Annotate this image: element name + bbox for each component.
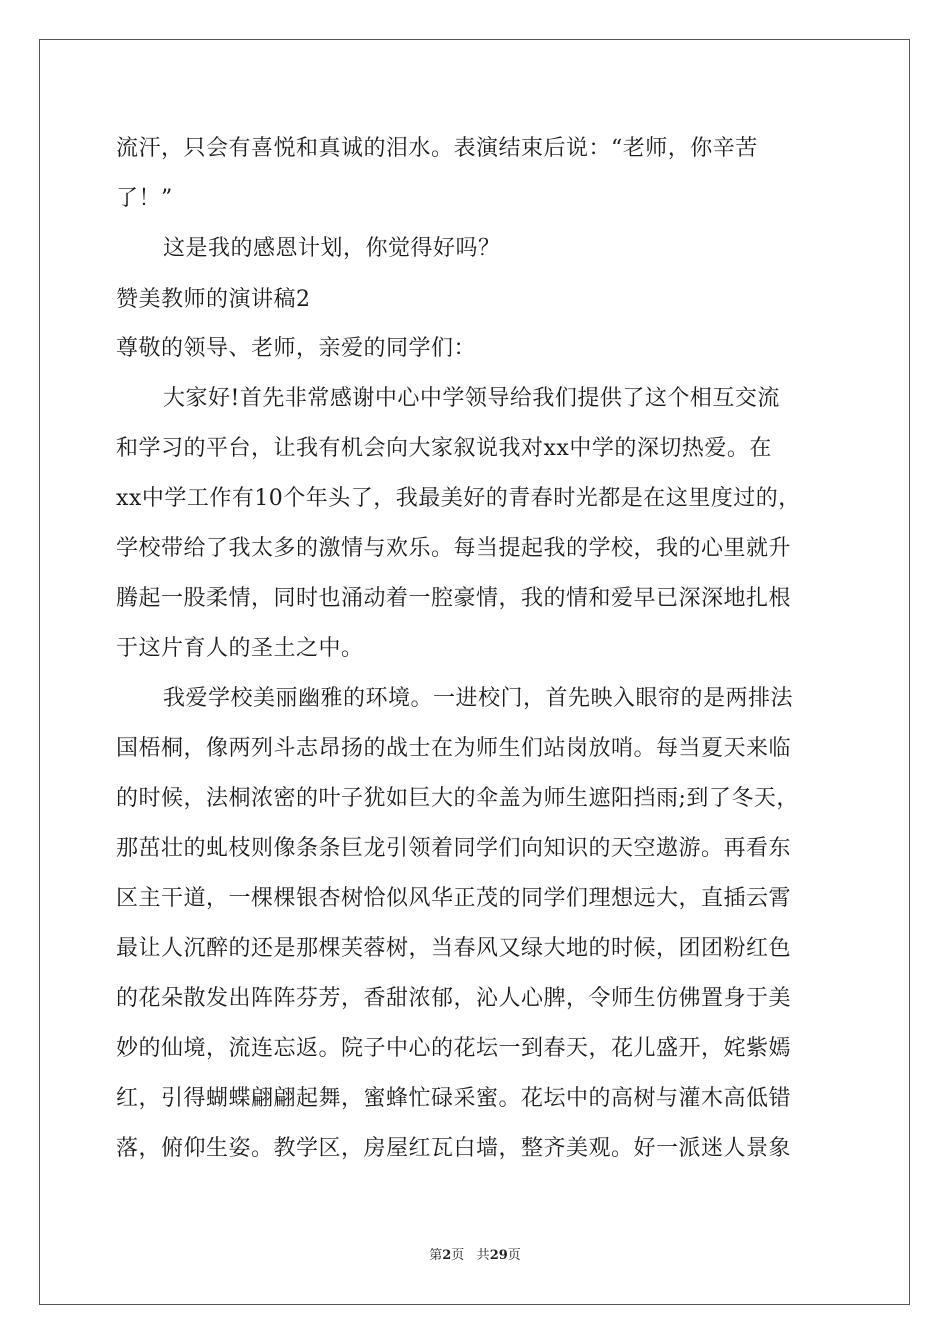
body-line: 落，俯仰生姿。教学区，房屋红瓦白墙，整齐美观。好一派迷人景象 — [116, 1136, 792, 1161]
footer-page-number: 2 — [442, 1248, 452, 1263]
body-line: 流汗，只会有喜悦和真诚的泪水。表演结束后说：“老师，你辛苦 — [116, 136, 758, 161]
footer-prefix: 第 — [429, 1248, 443, 1263]
body-line: 的花朵散发出阵阵芬芳，香甜浓郁，沁人心脾，令师生仿佛置身于美 — [116, 986, 792, 1011]
body-line: 红，引得蝴蝶翩翩起舞，蜜蜂忙碌采蜜。花坛中的高树与灌木高低错 — [116, 1086, 792, 1111]
body-paragraph-start: 大家好!首先非常感谢中心中学领导给我们提供了这个相互交流 — [163, 386, 780, 411]
body-line: 腾起一股柔情，同时也涌动着一腔豪情，我的情和爱早已深深地扎根 — [116, 586, 792, 611]
body-line: 了！” — [116, 186, 173, 211]
body-line: 最让人沉醉的还是那棵芙蓉树，当春风又绿大地的时候，团团粉红色 — [116, 936, 792, 961]
body-line: 的时候，法桐浓密的叶子犹如巨大的伞盖为师生遮阳挡雨;到了冬天， — [116, 786, 799, 811]
body-line: 和学习的平台，让我有机会向大家叙说我对xx中学的深切热爱。在 — [116, 436, 772, 461]
footer-total-pages: 29 — [489, 1248, 508, 1263]
body-line: 区主干道，一棵棵银杏树恰似风华正茂的同学们理想远大，直插云霄 — [116, 886, 792, 911]
page-footer — [0, 1247, 950, 1265]
body-line: 妙的仙境，流连忘返。院子中心的花坛一到春天，花儿盛开，姹紫嫣 — [116, 1036, 792, 1061]
body-line: 于这片育人的圣土之中。 — [116, 636, 364, 661]
section-title: 赞美教师的演讲稿2 — [116, 287, 311, 312]
body-paragraph-start: 我爱学校美丽幽雅的环境。一进校门，首先映入眼帘的是两排法 — [163, 686, 794, 711]
page-border — [39, 39, 910, 1305]
salutation: 尊敬的领导、老师，亲爱的同学们： — [116, 336, 477, 361]
body-paragraph-start: 这是我的感恩计划，你觉得好吗？ — [163, 236, 501, 261]
footer-page-unit: 页 — [451, 1248, 465, 1263]
body-line: xx中学工作有10个年头了，我最美好的青春时光都是在这里度过的， — [116, 486, 801, 511]
body-line: 学校带给了我太多的激情与欢乐。每当提起我的学校，我的心里就升 — [116, 536, 792, 561]
body-line: 那茁壮的虬枝则像条条巨龙引领着同学们向知识的天空遨游。再看东 — [116, 836, 792, 861]
footer-total-prefix: 共 — [476, 1248, 490, 1263]
footer-total-unit: 页 — [507, 1248, 521, 1263]
body-line: 国梧桐，像两列斗志昂扬的战士在为师生们站岗放哨。每当夏天来临 — [116, 736, 792, 761]
